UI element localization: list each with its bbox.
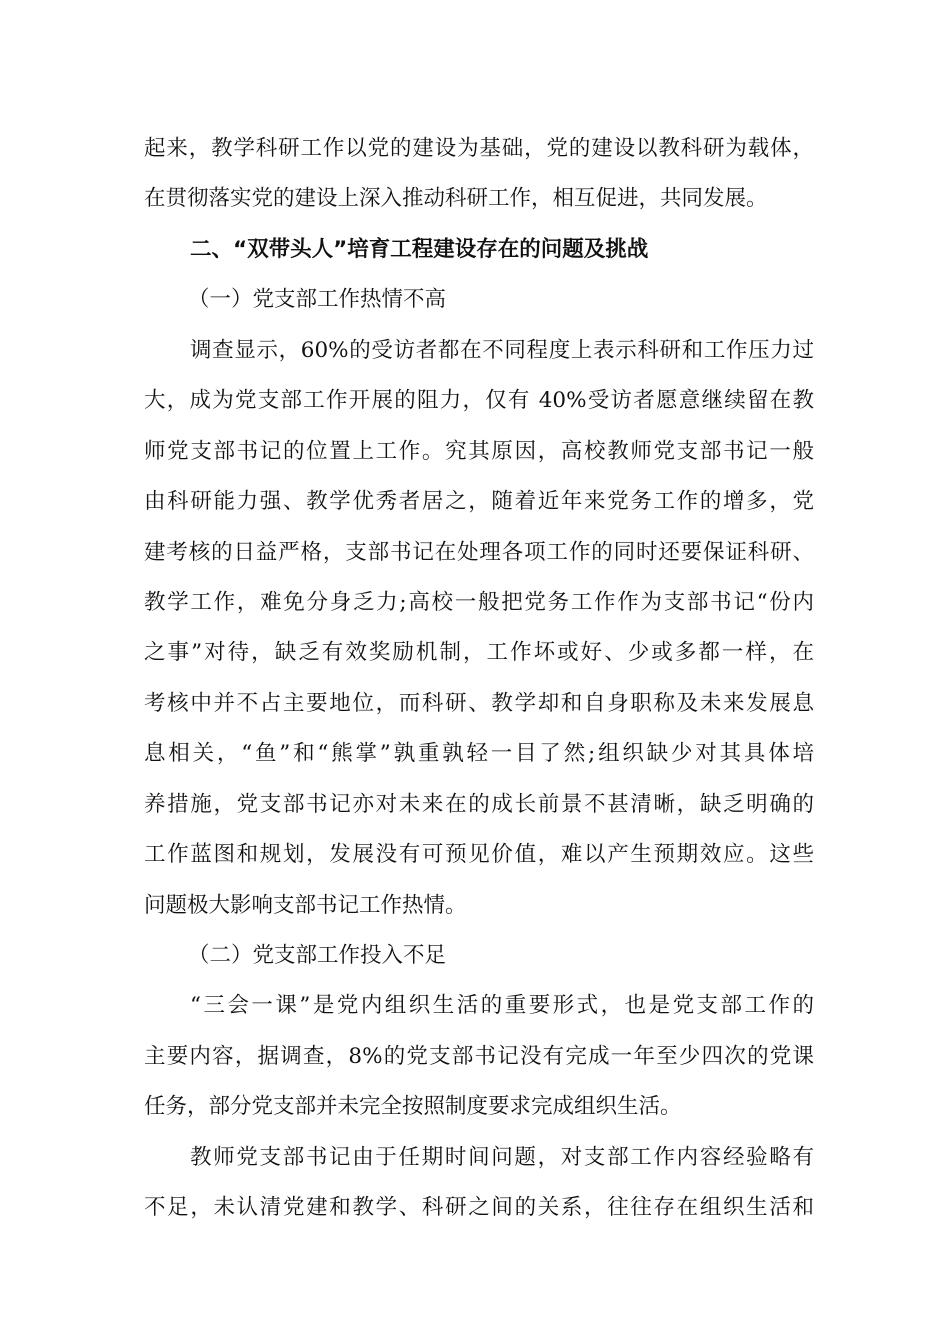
paragraph-line: 之事”对待，缺乏有效奖励机制，工作坏或好、少或多都一样，在 — [144, 640, 814, 665]
paragraph-line: 大，成为党支部工作开展的阻力，仅有 40%受访者愿意继续留在教 — [144, 388, 814, 413]
paragraph-line: 任务，部分党支部并未完全按照制度要求完成组织生活。 — [144, 1094, 682, 1119]
paragraph-line: 养措施，党支部书记亦对未来在的成长前景不甚清晰，缺乏明确的 — [144, 792, 814, 817]
paragraph-line: “三会一课”是党内组织生活的重要形式，也是党支部工作的 — [190, 993, 814, 1018]
paragraph-line: 工作蓝图和规划，发展没有可预见价值，难以产生预期效应。这些 — [144, 842, 814, 867]
paragraph-line: 息相关，“鱼”和“熊掌”孰重孰轻一目了然;组织缺少对其具体培 — [144, 741, 814, 766]
paragraph-line: 师党支部书记的位置上工作。究其原因，高校教师党支部书记一般 — [144, 439, 814, 464]
paragraph-line: 考核中并不占主要地位，而科研、教学却和自身职称及未来发展息 — [144, 691, 814, 716]
subsection-heading: （一）党支部工作热情不高 — [188, 287, 447, 312]
paragraph-line: 教学工作，难免分身乏力;高校一般把党务工作作为支部书记“份内 — [144, 590, 814, 615]
subsection-heading: （二）党支部工作投入不足 — [188, 943, 447, 968]
paragraph-line: 调查显示，60%的受访者都在不同程度上表示科研和工作压力过 — [190, 338, 814, 363]
paragraph-line: 在贯彻落实党的建设上深入推动科研工作，相互促进，共同发展。 — [144, 186, 768, 211]
section-heading: 二、“双带头人”培育工程建设存在的问题及挑战 — [190, 237, 649, 262]
paragraph-line: 问题极大影响支部书记工作热情。 — [144, 893, 467, 918]
paragraph-line: 建考核的日益严格，支部书记在处理各项工作的同时还要保证科研、 — [144, 540, 814, 565]
paragraph-line: 由科研能力强、教学优秀者居之，随着近年来党务工作的增多，党 — [144, 489, 814, 514]
paragraph-line: 不足，未认清党建和教学、科研之间的关系，往往存在组织生活和 — [144, 1195, 814, 1220]
paragraph-line: 教师党支部书记由于任期时间问题，对支部工作内容经验略有 — [190, 1145, 814, 1170]
paragraph-line: 主要内容，据调查，8%的党支部书记没有完成一年至少四次的党课 — [144, 1044, 814, 1069]
paragraph-line: 起来，教学科研工作以党的建设为基础，党的建设以教科研为载体， — [144, 136, 814, 161]
